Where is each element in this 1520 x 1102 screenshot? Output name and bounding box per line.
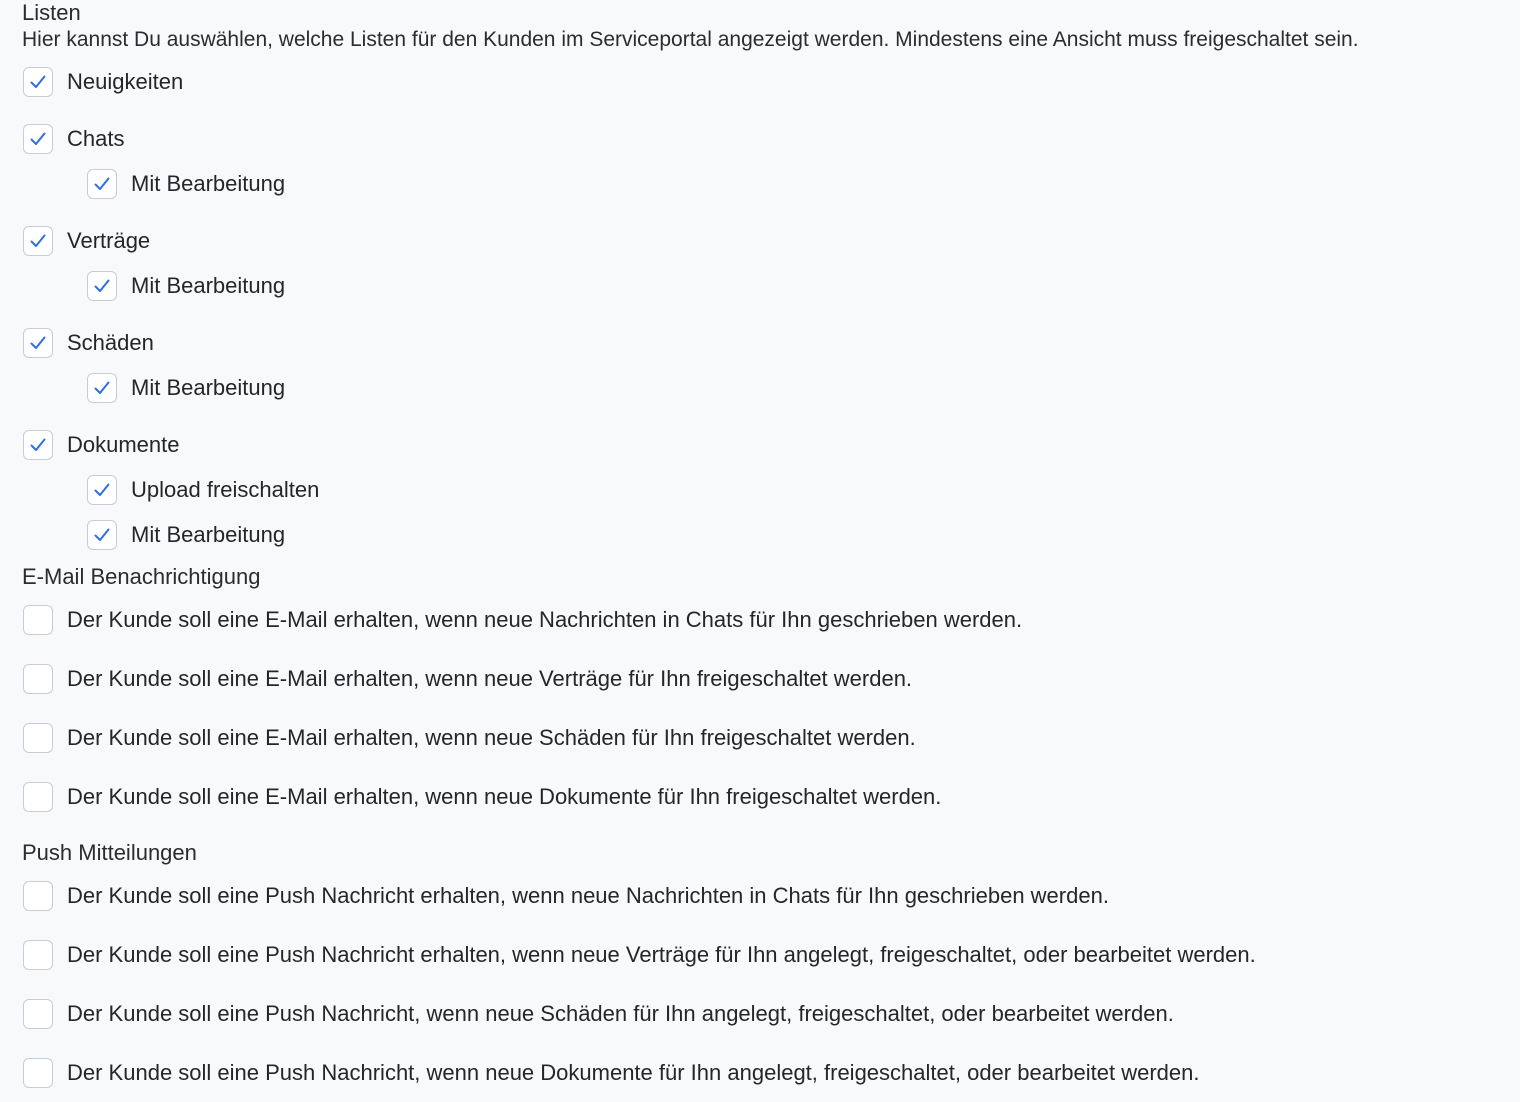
label-email-dokumente: Der Kunde soll eine E-Mail erhalten, wenn neue Dokumente für Ihn freigeschaltet werden. [67,784,942,809]
checkbox-dokumente[interactable] [23,430,53,460]
label-push-vertraege: Der Kunde soll eine Push Nachricht erhalten, wenn neue Verträge für Ihn angelegt, freigeschaltet, oder bearbeitet werden. [67,942,1256,967]
checkmark-icon [92,174,112,194]
lists-description: Hier kannst Du auswählen, welche Listen für den Kunden im Serviceportal angezeigt werden. Mindestens eine Ansicht muss freigeschaltet sein. [22,28,1359,51]
checkbox-email-vertraege[interactable] [23,664,53,694]
email-section-title: E-Mail Benachrichtigung [22,564,261,589]
label-chats-mit-bearbeitung: Mit Bearbeitung [131,171,286,196]
label-email-vertraege: Der Kunde soll eine E-Mail erhalten, wenn neue Verträge für Ihn freigeschaltet werden. [67,666,913,691]
checkbox-email-dokumente[interactable] [23,782,53,812]
checkbox-schaeden[interactable] [23,328,53,358]
label-dokumente: Dokumente [67,432,180,457]
label-push-schaeden: Der Kunde soll eine Push Nachricht, wenn neue Schäden für Ihn angelegt, freigeschaltet, oder bearbeitet werden. [67,1001,1174,1026]
label-vertraege-mit-bearbeitung: Mit Bearbeitung [131,273,286,298]
checkbox-chats[interactable] [23,124,53,154]
checkbox-vertraege-mit-bearbeitung[interactable] [87,271,117,301]
checkmark-icon [92,378,112,398]
label-dokumente-mit-bearbeitung: Mit Bearbeitung [131,522,286,547]
label-email-chats: Der Kunde soll eine E-Mail erhalten, wenn neue Nachrichten in Chats für Ihn geschrieben werden. [67,607,1023,632]
checkbox-push-chats[interactable] [23,881,53,911]
label-dokumente-upload: Upload freischalten [131,477,320,502]
checkbox-dokumente-upload[interactable] [87,475,117,505]
label-schaeden: Schäden [67,330,154,355]
label-vertraege: Verträge [67,228,151,253]
checkbox-email-chats[interactable] [23,605,53,635]
checkmark-icon [92,480,112,500]
label-neuigkeiten: Neuigkeiten [67,69,184,94]
label-email-schaeden: Der Kunde soll eine E-Mail erhalten, wenn neue Schäden für Ihn freigeschaltet werden. [67,725,916,750]
checkbox-dokumente-mit-bearbeitung[interactable] [87,520,117,550]
checkbox-push-vertraege[interactable] [23,940,53,970]
checkmark-icon [28,435,48,455]
checkbox-email-schaeden[interactable] [23,723,53,753]
label-push-dokumente: Der Kunde soll eine Push Nachricht, wenn neue Dokumente für Ihn angelegt, freigeschaltet, oder bearbeitet werden. [67,1060,1200,1085]
label-chats: Chats [67,126,125,151]
label-schaeden-mit-bearbeitung: Mit Bearbeitung [131,375,286,400]
checkmark-icon [92,525,112,545]
checkmark-icon [28,129,48,149]
checkmark-icon [28,231,48,251]
checkbox-neuigkeiten[interactable] [23,67,53,97]
push-section-title: Push Mitteilungen [22,840,197,865]
checkmark-icon [92,276,112,296]
checkbox-chats-mit-bearbeitung[interactable] [87,169,117,199]
checkmark-icon [28,72,48,92]
checkbox-push-dokumente[interactable] [23,1058,53,1088]
checkbox-push-schaeden[interactable] [23,999,53,1029]
checkbox-vertraege[interactable] [23,226,53,256]
checkmark-icon [28,333,48,353]
lists-section-title: Listen [22,0,81,25]
label-push-chats: Der Kunde soll eine Push Nachricht erhalten, wenn neue Nachrichten in Chats für Ihn geschrieben werden. [67,883,1109,908]
checkbox-schaeden-mit-bearbeitung[interactable] [87,373,117,403]
